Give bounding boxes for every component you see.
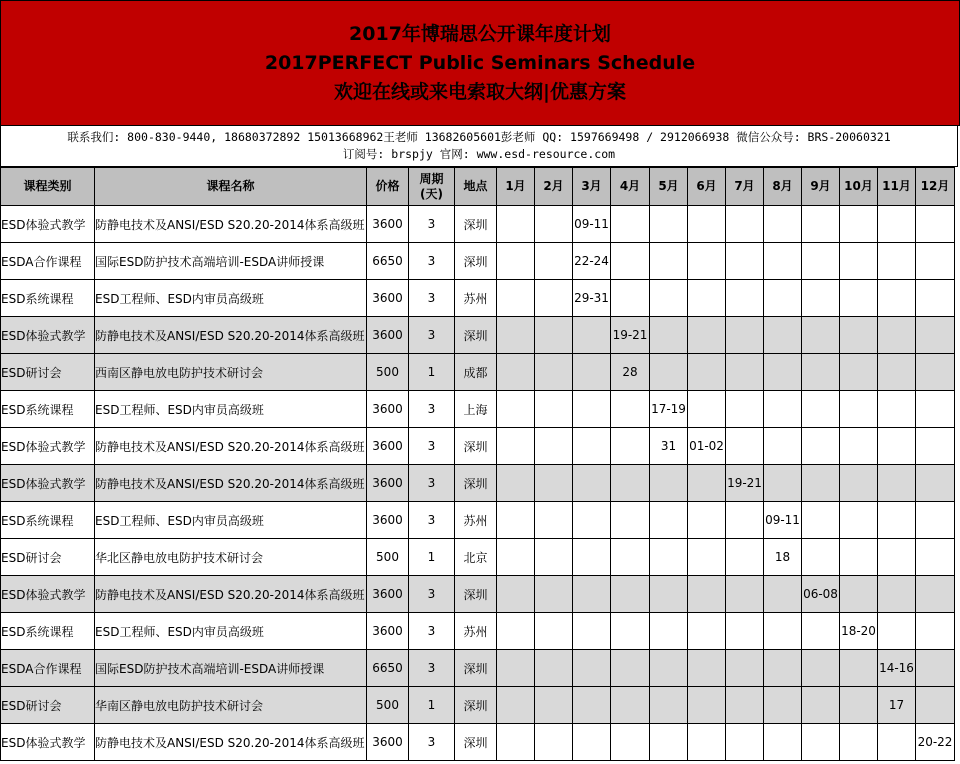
- month-cell: [878, 391, 916, 428]
- month-cell: [650, 576, 688, 613]
- month-cell: 09-11: [764, 502, 802, 539]
- month-cell: [916, 502, 955, 539]
- month-cell: [611, 391, 650, 428]
- month-cell: [611, 539, 650, 576]
- course-name: 防静电技术及ANSI/ESD S20.20-2014体系高级班: [95, 206, 367, 243]
- table-row: [1, 317, 955, 354]
- month-cell: 31: [650, 428, 688, 465]
- month-cell: [688, 243, 726, 280]
- month-cell: [535, 687, 573, 724]
- table-row: [1, 391, 955, 428]
- month-cell: [688, 280, 726, 317]
- table-row: [1, 354, 955, 391]
- month-cell: [840, 243, 878, 280]
- month-cell: [497, 613, 535, 650]
- month-cell: [650, 206, 688, 243]
- contact-info: [0, 125, 958, 167]
- table-row: [1, 465, 955, 502]
- course-location: 深圳: [455, 724, 497, 761]
- month-cell: 17: [878, 687, 916, 724]
- course-days: 3: [409, 650, 455, 687]
- month-cell: [650, 243, 688, 280]
- course-price: 3600: [367, 317, 409, 354]
- month-cell: [726, 724, 764, 761]
- course-days: 3: [409, 613, 455, 650]
- header-month: 11月: [878, 168, 916, 206]
- month-cell: [916, 539, 955, 576]
- course-category: ESD研讨会: [1, 687, 95, 724]
- course-price: 500: [367, 539, 409, 576]
- month-cell: 18-20: [840, 613, 878, 650]
- month-cell: [726, 687, 764, 724]
- month-cell: [497, 317, 535, 354]
- course-name: ESD工程师、ESD内审员高级班: [95, 613, 367, 650]
- course-days: 1: [409, 354, 455, 391]
- month-cell: 01-02: [688, 428, 726, 465]
- header-month: 5月: [650, 168, 688, 206]
- month-cell: [688, 206, 726, 243]
- course-category: ESD体验式教学: [1, 206, 95, 243]
- month-cell: [878, 724, 916, 761]
- month-cell: [802, 243, 840, 280]
- course-name: 防静电技术及ANSI/ESD S20.20-2014体系高级班: [95, 317, 367, 354]
- month-cell: [497, 280, 535, 317]
- month-cell: [535, 650, 573, 687]
- month-cell: 06-08: [802, 576, 840, 613]
- course-price: 3600: [367, 391, 409, 428]
- month-cell: [688, 465, 726, 502]
- month-cell: [573, 539, 611, 576]
- month-cell: [650, 465, 688, 502]
- course-price: 500: [367, 687, 409, 724]
- month-cell: [840, 465, 878, 502]
- month-cell: [611, 650, 650, 687]
- month-cell: [611, 724, 650, 761]
- month-cell: [878, 539, 916, 576]
- month-cell: [611, 465, 650, 502]
- header-month: 2月: [535, 168, 573, 206]
- month-cell: [573, 502, 611, 539]
- month-cell: [764, 650, 802, 687]
- table-row: [1, 280, 955, 317]
- month-cell: [840, 724, 878, 761]
- month-cell: [497, 206, 535, 243]
- month-cell: [802, 428, 840, 465]
- month-cell: [535, 502, 573, 539]
- month-cell: [573, 354, 611, 391]
- month-cell: [764, 576, 802, 613]
- course-days: 3: [409, 502, 455, 539]
- month-cell: [497, 502, 535, 539]
- title-chinese: 2017年博瑞思公开课年度计划: [349, 22, 611, 45]
- header-period: [409, 168, 455, 206]
- month-cell: [573, 650, 611, 687]
- month-cell: [611, 687, 650, 724]
- month-cell: [802, 539, 840, 576]
- course-price: 3600: [367, 206, 409, 243]
- month-cell: [878, 280, 916, 317]
- month-cell: [802, 502, 840, 539]
- month-cell: [650, 354, 688, 391]
- month-cell: [878, 243, 916, 280]
- title-english: 2017PERFECT Public Seminars Schedule: [264, 51, 696, 74]
- month-cell: [497, 687, 535, 724]
- month-cell: [802, 391, 840, 428]
- month-cell: [535, 576, 573, 613]
- month-cell: [650, 650, 688, 687]
- month-cell: [802, 724, 840, 761]
- course-location: 上海: [455, 391, 497, 428]
- course-category: ESDA合作课程: [1, 650, 95, 687]
- course-name: 西南区静电放电防护技术研讨会: [95, 354, 367, 391]
- month-cell: [764, 206, 802, 243]
- month-cell: [840, 391, 878, 428]
- month-cell: [840, 539, 878, 576]
- month-cell: [840, 576, 878, 613]
- month-cell: [840, 650, 878, 687]
- month-cell: [688, 391, 726, 428]
- month-cell: [611, 502, 650, 539]
- month-cell: [726, 428, 764, 465]
- course-location: 苏州: [455, 280, 497, 317]
- header-category: 课程类别: [1, 168, 95, 206]
- schedule-table: [0, 167, 955, 761]
- course-days: 3: [409, 243, 455, 280]
- month-cell: [535, 428, 573, 465]
- month-cell: [840, 502, 878, 539]
- header-month: 3月: [573, 168, 611, 206]
- course-days: 1: [409, 539, 455, 576]
- month-cell: [497, 428, 535, 465]
- course-days: 3: [409, 391, 455, 428]
- month-cell: [726, 243, 764, 280]
- month-cell: [764, 317, 802, 354]
- course-name: 华南区静电放电防护技术研讨会: [95, 687, 367, 724]
- header-month: 10月: [840, 168, 878, 206]
- month-cell: [916, 687, 955, 724]
- month-cell: [497, 465, 535, 502]
- header-location: 地点: [455, 168, 497, 206]
- course-category: ESD系统课程: [1, 280, 95, 317]
- contact-line-2: 订阅号: brspjy 官网: www.esd-resource.com: [342, 147, 616, 161]
- month-cell: [764, 280, 802, 317]
- month-cell: [611, 613, 650, 650]
- table-row: [1, 724, 955, 761]
- month-cell: [840, 317, 878, 354]
- course-location: 深圳: [455, 317, 497, 354]
- month-cell: [802, 317, 840, 354]
- month-cell: [916, 613, 955, 650]
- month-cell: [726, 650, 764, 687]
- course-location: 苏州: [455, 502, 497, 539]
- course-days: 3: [409, 317, 455, 354]
- course-days: 1: [409, 687, 455, 724]
- month-cell: [726, 576, 764, 613]
- course-price: 6650: [367, 650, 409, 687]
- course-price: 500: [367, 354, 409, 391]
- month-cell: [573, 317, 611, 354]
- title-subtitle: 欢迎在线或来电索取大纲|优惠方案: [334, 80, 626, 103]
- table-row: [1, 576, 955, 613]
- course-days: 3: [409, 465, 455, 502]
- month-cell: [764, 465, 802, 502]
- month-cell: [878, 613, 916, 650]
- course-price: 3600: [367, 724, 409, 761]
- month-cell: 22-24: [573, 243, 611, 280]
- month-cell: [878, 465, 916, 502]
- month-cell: [878, 576, 916, 613]
- course-category: ESD研讨会: [1, 539, 95, 576]
- table-row: [1, 539, 955, 576]
- month-cell: [535, 317, 573, 354]
- header-period-line2: (天): [420, 186, 443, 201]
- month-cell: [764, 243, 802, 280]
- month-cell: [916, 354, 955, 391]
- month-cell: [916, 650, 955, 687]
- month-cell: [840, 354, 878, 391]
- course-category: ESDA合作课程: [1, 243, 95, 280]
- month-cell: [535, 539, 573, 576]
- month-cell: 19-21: [726, 465, 764, 502]
- table-row: [1, 243, 955, 280]
- month-cell: [497, 354, 535, 391]
- course-name: 防静电技术及ANSI/ESD S20.20-2014体系高级班: [95, 724, 367, 761]
- header-month: 12月: [916, 168, 955, 206]
- header-name: 课程名称: [95, 168, 367, 206]
- course-name: 防静电技术及ANSI/ESD S20.20-2014体系高级班: [95, 428, 367, 465]
- month-cell: [802, 650, 840, 687]
- month-cell: [573, 687, 611, 724]
- header-price: 价格: [367, 168, 409, 206]
- month-cell: [916, 391, 955, 428]
- month-cell: [688, 502, 726, 539]
- table-row: [1, 206, 955, 243]
- month-cell: [840, 687, 878, 724]
- month-cell: [688, 576, 726, 613]
- month-cell: [840, 428, 878, 465]
- course-category: ESD体验式教学: [1, 465, 95, 502]
- month-cell: [611, 280, 650, 317]
- month-cell: [573, 428, 611, 465]
- month-cell: [497, 243, 535, 280]
- month-cell: [916, 280, 955, 317]
- course-days: 3: [409, 206, 455, 243]
- month-cell: [726, 317, 764, 354]
- course-category: ESD系统课程: [1, 391, 95, 428]
- table-row: [1, 687, 955, 724]
- month-cell: [650, 724, 688, 761]
- month-cell: [688, 650, 726, 687]
- month-cell: 28: [611, 354, 650, 391]
- month-cell: [688, 613, 726, 650]
- month-cell: [802, 206, 840, 243]
- contact-line-1: 联系我们: 800-830-9440, 18680372892 15013668962王老师 13682605601彭老师 QQ: 1597669498 / 2912066938 微信公众号: BRS-20060321: [67, 130, 891, 144]
- course-days: 3: [409, 428, 455, 465]
- month-cell: [802, 687, 840, 724]
- month-cell: [916, 206, 955, 243]
- schedule-body: [1, 206, 955, 761]
- header-month: 1月: [497, 168, 535, 206]
- month-cell: 19-21: [611, 317, 650, 354]
- month-cell: [840, 280, 878, 317]
- course-category: ESD系统课程: [1, 613, 95, 650]
- month-cell: 17-19: [650, 391, 688, 428]
- month-cell: [802, 613, 840, 650]
- month-cell: [650, 317, 688, 354]
- month-cell: [764, 724, 802, 761]
- course-price: 3600: [367, 428, 409, 465]
- month-cell: [535, 613, 573, 650]
- course-location: 深圳: [455, 650, 497, 687]
- month-cell: [764, 354, 802, 391]
- month-cell: 09-11: [573, 206, 611, 243]
- course-days: 3: [409, 724, 455, 761]
- month-cell: [726, 613, 764, 650]
- course-name: 国际ESD防护技术高端培训-ESDA讲师授课: [95, 650, 367, 687]
- course-days: 3: [409, 280, 455, 317]
- month-cell: [726, 539, 764, 576]
- table-row: [1, 502, 955, 539]
- month-cell: 18: [764, 539, 802, 576]
- month-cell: [878, 428, 916, 465]
- month-cell: [573, 576, 611, 613]
- header-month: 9月: [802, 168, 840, 206]
- month-cell: 29-31: [573, 280, 611, 317]
- title-banner: [0, 0, 960, 126]
- month-cell: [726, 391, 764, 428]
- course-price: 3600: [367, 502, 409, 539]
- month-cell: [878, 502, 916, 539]
- course-price: 3600: [367, 280, 409, 317]
- header-month: 4月: [611, 168, 650, 206]
- month-cell: [688, 539, 726, 576]
- month-cell: 14-16: [878, 650, 916, 687]
- header-month: 6月: [688, 168, 726, 206]
- month-cell: [573, 465, 611, 502]
- month-cell: [650, 502, 688, 539]
- course-location: 深圳: [455, 206, 497, 243]
- month-cell: [878, 317, 916, 354]
- month-cell: [535, 280, 573, 317]
- month-cell: [573, 391, 611, 428]
- table-row: [1, 428, 955, 465]
- course-name: 防静电技术及ANSI/ESD S20.20-2014体系高级班: [95, 465, 367, 502]
- table-row: [1, 650, 955, 687]
- month-cell: [916, 317, 955, 354]
- month-cell: [650, 687, 688, 724]
- course-name: ESD工程师、ESD内审员高级班: [95, 502, 367, 539]
- course-category: ESD体验式教学: [1, 428, 95, 465]
- header-period-line1: 周期: [419, 171, 444, 186]
- course-category: ESD研讨会: [1, 354, 95, 391]
- course-name: 华北区静电放电防护技术研讨会: [95, 539, 367, 576]
- month-cell: [764, 428, 802, 465]
- course-price: 3600: [367, 465, 409, 502]
- course-category: ESD体验式教学: [1, 317, 95, 354]
- month-cell: [535, 465, 573, 502]
- course-price: 3600: [367, 613, 409, 650]
- month-cell: [802, 465, 840, 502]
- month-cell: [878, 206, 916, 243]
- month-cell: [535, 724, 573, 761]
- course-name: ESD工程师、ESD内审员高级班: [95, 391, 367, 428]
- course-location: 北京: [455, 539, 497, 576]
- month-cell: [916, 465, 955, 502]
- month-cell: [611, 576, 650, 613]
- course-name: 防静电技术及ANSI/ESD S20.20-2014体系高级班: [95, 576, 367, 613]
- course-location: 深圳: [455, 428, 497, 465]
- month-cell: [535, 354, 573, 391]
- course-price: 6650: [367, 243, 409, 280]
- month-cell: [650, 539, 688, 576]
- month-cell: [497, 539, 535, 576]
- course-location: 苏州: [455, 613, 497, 650]
- month-cell: [764, 687, 802, 724]
- month-cell: [497, 724, 535, 761]
- course-location: 深圳: [455, 465, 497, 502]
- month-cell: [688, 687, 726, 724]
- month-cell: [764, 613, 802, 650]
- month-cell: [726, 354, 764, 391]
- month-cell: [611, 243, 650, 280]
- month-cell: [497, 391, 535, 428]
- month-cell: [535, 206, 573, 243]
- month-cell: [497, 576, 535, 613]
- course-category: ESD系统课程: [1, 502, 95, 539]
- month-cell: [726, 206, 764, 243]
- header-month: 7月: [726, 168, 764, 206]
- month-cell: [878, 354, 916, 391]
- month-cell: [650, 613, 688, 650]
- month-cell: [573, 613, 611, 650]
- month-cell: [802, 280, 840, 317]
- course-category: ESD体验式教学: [1, 576, 95, 613]
- month-cell: [650, 280, 688, 317]
- month-cell: [764, 391, 802, 428]
- table-row: [1, 613, 955, 650]
- month-cell: [726, 502, 764, 539]
- month-cell: [726, 280, 764, 317]
- course-days: 3: [409, 576, 455, 613]
- header-month: 8月: [764, 168, 802, 206]
- header-row: [1, 168, 955, 206]
- month-cell: [535, 391, 573, 428]
- month-cell: [802, 354, 840, 391]
- month-cell: 20-22: [916, 724, 955, 761]
- month-cell: [916, 576, 955, 613]
- course-name: 国际ESD防护技术高端培训-ESDA讲师授课: [95, 243, 367, 280]
- course-location: 成都: [455, 354, 497, 391]
- month-cell: [916, 428, 955, 465]
- month-cell: [688, 354, 726, 391]
- month-cell: [497, 650, 535, 687]
- course-location: 深圳: [455, 576, 497, 613]
- month-cell: [611, 206, 650, 243]
- course-location: 深圳: [455, 687, 497, 724]
- month-cell: [916, 243, 955, 280]
- month-cell: [688, 724, 726, 761]
- month-cell: [840, 206, 878, 243]
- course-name: ESD工程师、ESD内审员高级班: [95, 280, 367, 317]
- month-cell: [535, 243, 573, 280]
- course-price: 3600: [367, 576, 409, 613]
- course-location: 深圳: [455, 243, 497, 280]
- month-cell: [611, 428, 650, 465]
- month-cell: [688, 317, 726, 354]
- course-category: ESD体验式教学: [1, 724, 95, 761]
- month-cell: [573, 724, 611, 761]
